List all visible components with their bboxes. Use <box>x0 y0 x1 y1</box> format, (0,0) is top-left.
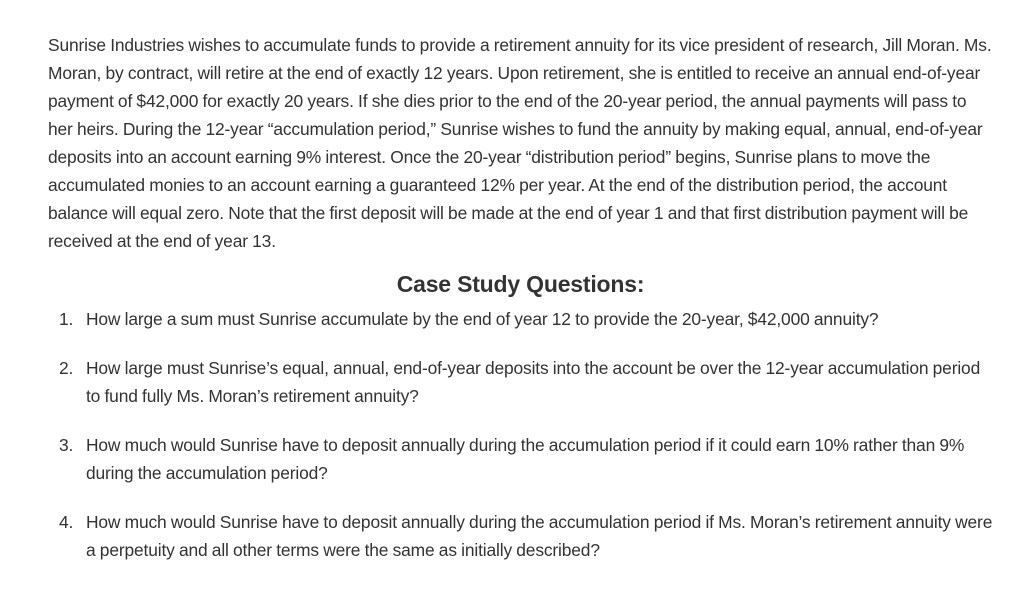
question-item-1 <box>48 305 993 333</box>
question-text: How much would Sunrise have to deposit annually during the accumulation period if Ms. Moran’s retirement annuity were a perpetuity and all other terms were the same as initially described? <box>86 512 993 560</box>
questions-list <box>48 305 993 564</box>
question-item-2 <box>48 354 993 410</box>
question-text: How much would Sunrise have to deposit annually during the accumulation period if it could earn 10% rather than 9% during the accumulation period? <box>86 435 965 483</box>
question-number: 3. <box>59 435 74 455</box>
question-item-3 <box>48 431 993 487</box>
question-number: 4. <box>59 512 74 532</box>
question-number: 2. <box>59 358 74 378</box>
case-study-heading: Case Study Questions: <box>396 271 645 297</box>
intro-paragraph: Sunrise Industries wishes to accumulate funds to provide a retirement annuity for its vice president of research, Jill Moran. Ms. Moran, by contract, will retire at the end of exactly 12 years. Upon retirement, she is entitled to receive an annual end-of-year payment of $42,000 for exactly 20 years. If she dies prior to the end of the 20-year period, the annual payments will pass to her heirs. During the 12-year “accumulation period,” Sunrise wishes to fund the annuity by making equal, annual, end-of-year deposits into an account earning 9% interest. Once the 20-year “distribution period” begins, Sunrise plans to move the accumulated monies to an account earning a guaranteed 12% per year. At the end of the distribution period, the account balance will equal zero. Note that the first deposit will be made at the end of year 1 and that first distribution payment will be received at the end of year 13. <box>48 35 992 251</box>
question-item-4 <box>48 508 993 564</box>
question-text: How large a sum must Sunrise accumulate by the end of year 12 to provide the 20-year, $42,000 annuity? <box>86 309 879 329</box>
question-text: How large must Sunrise’s equal, annual, end-of-year deposits into the account be over the 12-year accumulation period to fund fully Ms. Moran’s retirement annuity? <box>86 358 981 406</box>
question-number: 1. <box>59 309 74 329</box>
